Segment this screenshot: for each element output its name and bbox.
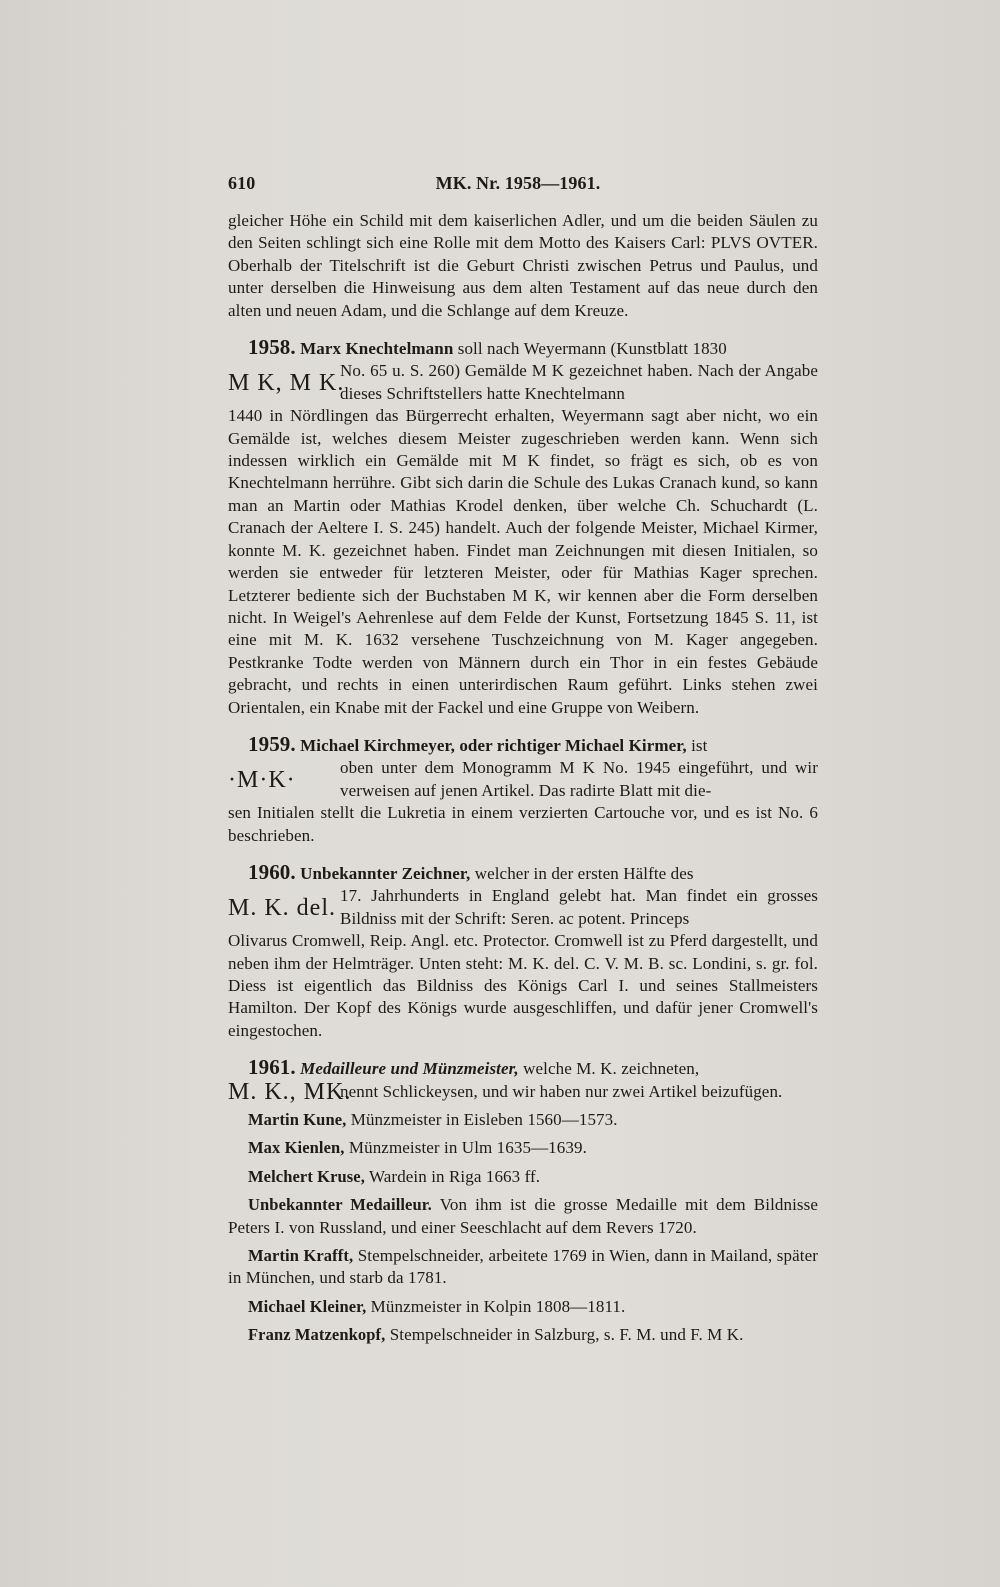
medallist-list [228, 1109, 818, 1347]
monogram: M. K. del. [228, 894, 336, 921]
entry-body: Olivarus Cromwell, Reip. Angl. etc. Protector. Cromwell ist zu Pferd dargestellt, und neben ihm der Helmträger. Unten steht: M. K. del. C. V. M. B. sc. Londini, s. gr. fol. Diess ist eigentlich das Bildniss des Königs Carl I. und seines Stallmeisters Hamilton. Der Kopf des Königs wurde ausgeschliffen, und dafür jener Cromwell's eingestochen. [228, 931, 818, 1040]
list-item-text: Münzmeister in Kolpin 1808—1811. [370, 1296, 626, 1316]
entry-lead: welche M. K. zeichneten, [523, 1059, 700, 1079]
entry-number: 1961. [248, 1055, 296, 1080]
list-item-name: Melchert Kruse, [248, 1166, 365, 1186]
list-item [228, 1166, 818, 1188]
entry-1961 [228, 1056, 818, 1103]
list-item-text: Stempelschneider in Salzburg, s. F. M. und F. M K. [389, 1325, 744, 1345]
list-item-text: Münzmeister in Ulm 1635—1639. [348, 1138, 587, 1158]
list-item [228, 1137, 818, 1159]
list-item-text: Stempelschneider, arbeitete 1769 in Wien, dann in Mailand, später in München, und starb da 1781. [228, 1246, 818, 1288]
entry-heading [228, 861, 818, 885]
list-item [228, 1245, 818, 1290]
entry-1960 [228, 861, 818, 1042]
monogram-row [228, 1078, 818, 1105]
entry-lead: welcher in der ersten Hälfte des [474, 863, 694, 883]
monogram-text: oben unter dem Monogramm M K No. 1945 eingeführt, und wir verweisen auf jenen Artikel. Das radirte Blatt mit die- [340, 758, 818, 800]
entry-heading [228, 336, 818, 360]
list-item-name: Martin Krafft, [248, 1246, 354, 1266]
list-item-name: Unbekannter Medailleur. [248, 1195, 432, 1215]
entry-lead: ist [691, 735, 708, 755]
monogram-text: No. 65 u. S. 260) Gemälde M K gezeichnet haben. Nach der Angabe dieses Schriftstellers hatte Knechtelmann [340, 361, 818, 403]
entry-number: 1960. [248, 859, 296, 884]
list-item [228, 1296, 818, 1318]
monogram-row [228, 885, 818, 930]
entry-name: Marx Knechtelmann [300, 339, 454, 359]
intro-paragraph: gleicher Höhe ein Schild mit dem kaiserlichen Adler, und um die beiden Säulen zu den Seiten schlingt sich eine Rolle mit dem Motto des Kaisers Carl: PLVS OVTER. Oberhalb der Titelschrift ist die Geburt Christi zwischen Petrus und Paulus, und unter derselben die Hinweisung aus dem alten Testament auf das neue durch den alten und neuen Adam, und die Schlange auf dem Kreuze. [228, 211, 818, 320]
list-item-name: Michael Kleiner, [248, 1296, 367, 1316]
list-item-name: Max Kienlen, [248, 1138, 345, 1158]
running-header [228, 172, 818, 198]
list-item-text: Münzmeister in Eisleben 1560—1573. [350, 1110, 618, 1130]
entry-number: 1958. [248, 335, 296, 360]
entry-body: 1440 in Nördlingen das Bürgerrecht erhalten, Weyermann sagt aber nicht, wo ein Gemälde ist, welches diesem Meister zugeschrieben werden kann. Wenn sich indessen wirklich ein Gemälde mit M K findet, so frägt es sich, ob es von Knechtelmann herrühre. Gibt sich darin die Schule des Lukas Cranach kund, so kann man an Martin oder Mathias Krodel denken, über welche Ch. Schuchardt (L. Cranach der Aeltere I. S. 245) handelt. Auch der folgende Meister, Michael Kirmer, konnte M. K. gezeichnet haben. Findet man Zeichnungen mit diesen Initialen, so werden sie entweder für letzteren Meister, oder für Mathias Kager sprechen. Letzterer bediente sich der Buchstaben M K, wir kennen aber die Form derselben nicht. In Weigel's Aehrenlese auf dem Felde der Kunst, Fortsetzung 1845 S. 11, ist eine mit M. K. 1632 versehene Tuschzeichnung von M. Kager angegeben. Pestkranke Todte werden von Männern durch ein Thor in ein festes Gebäude gebracht, und rechts in einen unterirdischen Raum geführt. Links stehen zwei Orientalen, ein Knabe mit der Fackel und eine Gruppe von Weibern. [228, 406, 818, 717]
monogram: M K, M K. [228, 369, 345, 396]
list-item-name: Martin Kune, [248, 1110, 347, 1130]
header-title: MK. Nr. 1958—1961. [435, 173, 601, 193]
entry-body: sen Initialen stellt die Lukretia in einem verzierten Cartouche vor, und es ist No. 6 beschrieben. [228, 803, 818, 845]
entry-heading [228, 1056, 818, 1080]
entry-1958 [228, 336, 818, 719]
entry-lead: soll nach Weyermann (Kunstblatt 1830 [457, 339, 727, 359]
list-item [228, 1109, 818, 1131]
monogram-row [228, 757, 818, 802]
page-content [228, 172, 818, 1347]
monogram-text: nennt Schlickeysen, und wir haben nur zwei Artikel beizufügen. [340, 1081, 783, 1101]
monogram-row [228, 360, 818, 405]
entry-number: 1959. [248, 731, 296, 756]
list-item-text: Von ihm ist die grosse Medaille mit dem Bildnisse Peters I. von Russland, und einer Seeschlacht auf dem Revers 1720. [228, 1195, 818, 1237]
list-item [228, 1194, 818, 1239]
entry-1959 [228, 733, 818, 847]
entry-name: Unbekannter Zeichner, [300, 863, 471, 883]
monogram: M. K., MK. [228, 1078, 352, 1105]
monogram-text: 17. Jahrhunderts in England gelebt hat. Man findet ein grosses Bildniss mit der Schrift: Seren. ac potent. Princeps [340, 886, 818, 928]
page-number: 610 [228, 173, 256, 193]
list-item-text: Wardein in Riga 1663 ff. [369, 1166, 541, 1186]
entry-name: Michael Kirchmeyer, oder richtiger Michael Kirmer, [300, 735, 687, 755]
list-item-name: Franz Matzenkopf, [248, 1325, 386, 1345]
list-item [228, 1324, 818, 1346]
entry-name: Medailleure und Münzmeister, [300, 1059, 519, 1079]
monogram: ·M·K· [228, 766, 296, 793]
entry-heading [228, 733, 818, 757]
